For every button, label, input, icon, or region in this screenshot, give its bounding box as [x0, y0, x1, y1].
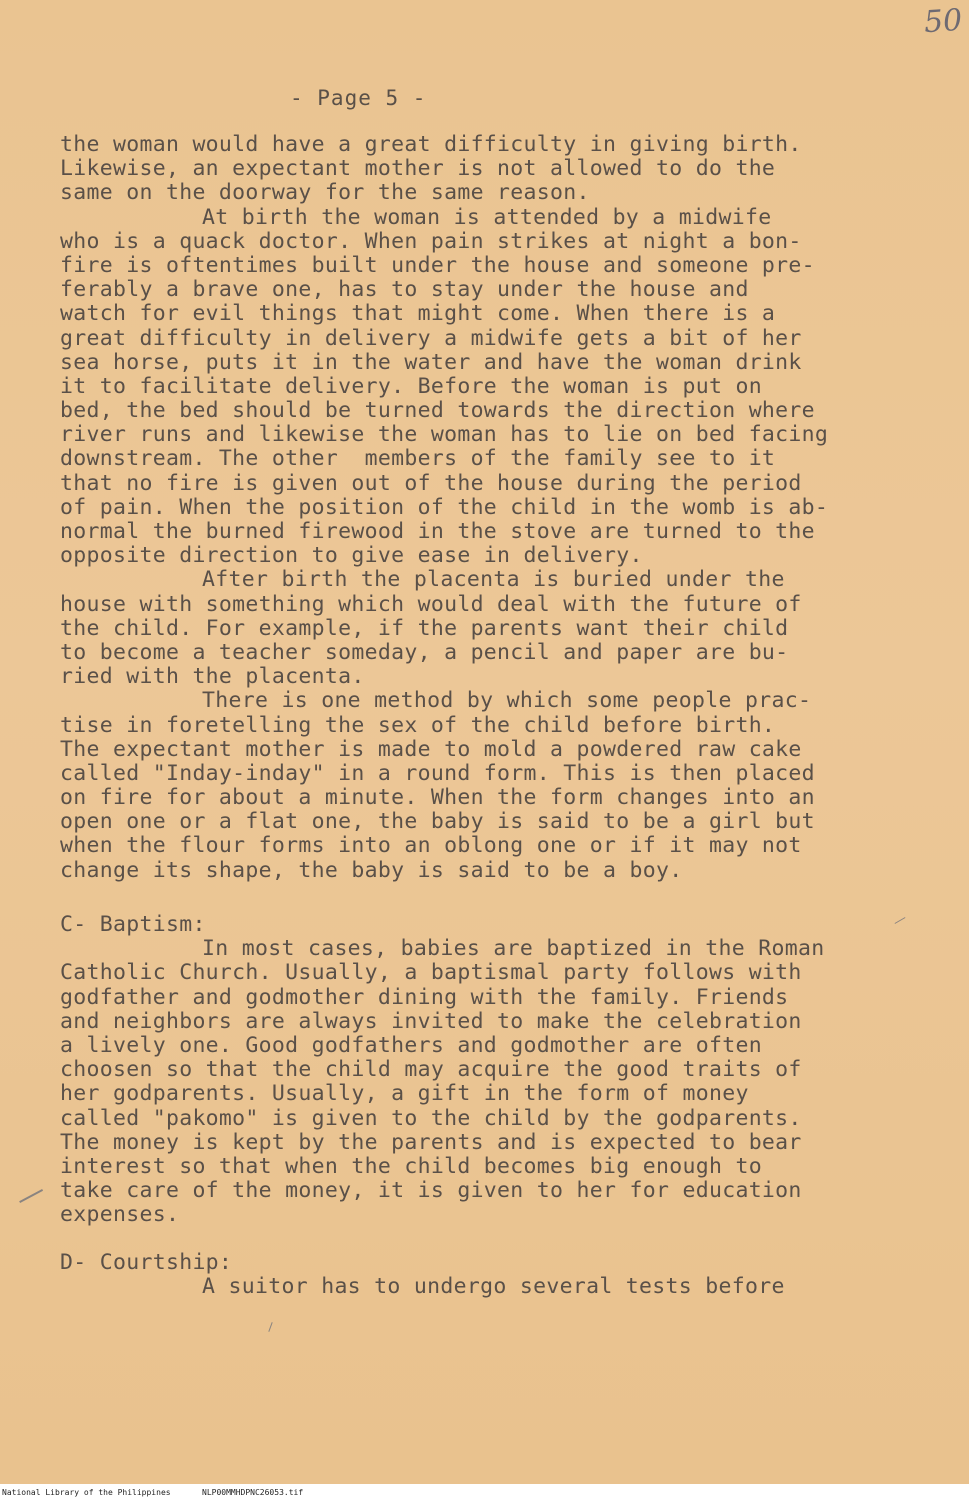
- text-line: the child. For example, if the parents want their child: [60, 615, 789, 641]
- text-line: choosen so that the child may acquire the good traits of: [60, 1057, 802, 1083]
- text-line: river runs and likewise the woman has to lie on bed facing: [60, 422, 829, 448]
- text-line: At birth the woman is attended by a midwife: [202, 204, 772, 230]
- text-line: interest so that when the child becomes big enough to: [60, 1153, 762, 1179]
- text-line: who is a quack doctor. When pain strikes at night a bon-: [60, 228, 802, 254]
- text-line: watch for evil things that might come. When there is a: [60, 301, 776, 327]
- text-line: The expectant mother is made to mold a powdered raw cake: [60, 736, 802, 762]
- text-line: open one or a flat one, the baby is said to be a girl but: [60, 809, 815, 835]
- text-line: it to facilitate delivery. Before the woman is put on: [60, 373, 762, 399]
- text-line: of pain. When the position of the child in the womb is ab-: [60, 494, 829, 520]
- text-line: change its shape, the baby is said to be a boy.: [60, 857, 683, 883]
- text-line: downstream. The other members of the family see to it: [60, 446, 776, 472]
- text-line: house with something which would deal with the future of: [60, 591, 802, 617]
- text-line: fire is oftentimes built under the house and someone pre-: [60, 252, 815, 278]
- folio-number: 50: [922, 2, 964, 41]
- text-line: The money is kept by the parents and is expected to bear: [60, 1129, 802, 1155]
- text-line: her godparents. Usually, a gift in the form of money: [60, 1081, 749, 1107]
- text-line: sea horse, puts it in the water and have the woman drink: [60, 349, 802, 375]
- text-line: and neighbors are always invited to make the celebration: [60, 1008, 802, 1034]
- main-text-block: [60, 133, 940, 883]
- text-line: when the flour forms into an oblong one or if it may not: [60, 833, 802, 859]
- text-line: ried with the placenta.: [60, 664, 365, 690]
- section-heading-courtship: D- Courtship:: [60, 1250, 233, 1275]
- text-line: After birth the placenta is buried under the: [202, 567, 785, 593]
- text-line: bed, the bed should be turned towards the direction where: [60, 398, 815, 424]
- text-line: to become a teacher someday, a pencil and paper are bu-: [60, 639, 789, 665]
- text-line: A suitor has to undergo several tests before: [202, 1274, 785, 1300]
- text-line: tise in foretelling the sex of the child before birth.: [60, 712, 776, 738]
- courtship-section: [60, 1251, 940, 1299]
- text-line: called "pakomo" is given to the child by the godparents.: [60, 1105, 802, 1131]
- text-line: normal the burned firewood in the stove are turned to the: [60, 519, 815, 544]
- text-line: godfather and godmother dining with the family. Friends: [60, 984, 789, 1010]
- text-line: In most cases, babies are baptized in the Roman: [202, 936, 825, 962]
- text-line: that no fire is given out of the house during the period: [60, 470, 802, 496]
- text-line: the woman would have a great difficulty in giving birth.: [60, 132, 802, 157]
- text-line: a lively one. Good godfathers and godmother are often: [60, 1032, 762, 1058]
- text-line: same on the doorway for the same reason.: [60, 180, 590, 206]
- text-line: called "Inday-inday" in a round form. This is then placed: [60, 760, 815, 786]
- text-line: on fire for about a minute. When the form changes into an: [60, 785, 815, 811]
- text-line: There is one method by which some people prac-: [202, 688, 812, 714]
- page-heading: - Page 5 -: [290, 86, 427, 110]
- text-line: Catholic Church. Usually, a baptismal party follows with: [60, 960, 802, 986]
- text-line: take care of the money, it is given to her for education: [60, 1178, 802, 1204]
- section-heading-baptism: C- Baptism:: [60, 912, 206, 937]
- text-line: opposite direction to give ease in delivery.: [60, 543, 643, 569]
- footer-library-name: National Library of the Philippines: [2, 1488, 171, 1497]
- text-line: great difficulty in delivery a midwife gets a bit of her: [60, 325, 802, 351]
- text-line: expenses.: [60, 1202, 180, 1228]
- footer-filename: NLP00MMHDPNC26053.tif: [202, 1488, 304, 1497]
- baptism-section: [60, 913, 940, 1227]
- text-line: ferably a brave one, has to stay under the house and: [60, 277, 749, 303]
- text-line: Likewise, an expectant mother is not allowed to do the: [60, 156, 776, 182]
